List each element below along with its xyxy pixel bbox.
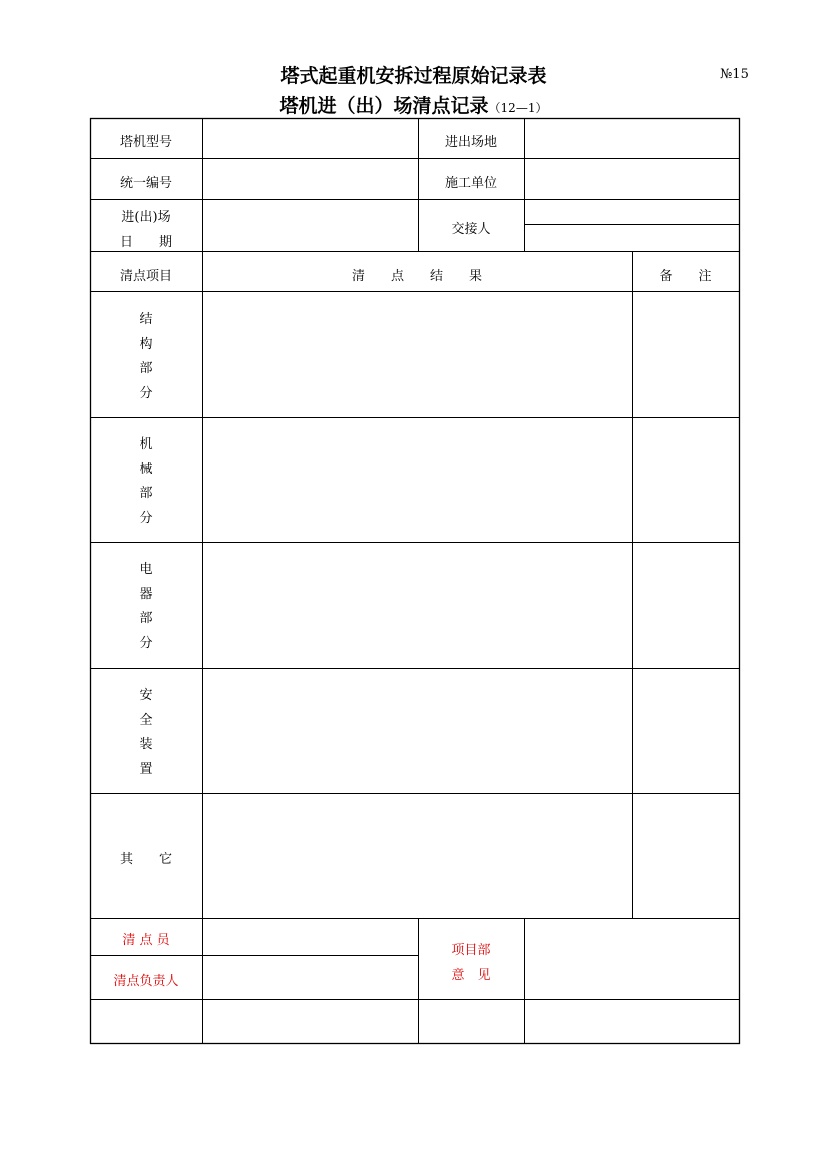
contractor-field[interactable] <box>527 161 737 197</box>
section-structure-char: 部 <box>139 361 153 376</box>
section-mechanical-char: 部 <box>139 486 153 501</box>
date-label-line1: 进(出)场 <box>121 210 171 225</box>
section-structure-result[interactable] <box>205 294 630 415</box>
date-label-line2: 日 期 <box>119 235 172 250</box>
section-mechanical-label <box>90 433 202 531</box>
section-safety-char: 全 <box>139 712 153 728</box>
serial-field[interactable] <box>205 161 416 197</box>
serial-label: 统一编号 <box>119 176 172 191</box>
site-label: 进出场地 <box>444 135 497 150</box>
inventory-clerk-field[interactable] <box>205 921 416 953</box>
section-structure-char: 结 <box>139 312 153 327</box>
form-subtitle-text: 塔机进（出）场清点记录 <box>279 95 489 117</box>
section-safety-result[interactable] <box>205 671 630 791</box>
section-safety-remark[interactable] <box>635 671 737 791</box>
section-electrical-result[interactable] <box>205 545 630 666</box>
handover-field-1[interactable] <box>527 202 737 223</box>
section-structure-char: 构 <box>139 336 153 352</box>
model-label: 塔机型号 <box>119 135 172 150</box>
section-safety-label <box>90 684 202 782</box>
section-mechanical-char: 机 <box>139 437 153 452</box>
section-structure-label <box>90 308 202 406</box>
handover-field-2[interactable] <box>527 227 737 250</box>
section-structure-char: 分 <box>139 385 153 401</box>
section-electrical-char: 器 <box>139 586 153 602</box>
blank-cell[interactable] <box>93 1002 200 1042</box>
section-electrical-remark[interactable] <box>635 545 737 666</box>
site-field[interactable] <box>527 121 737 157</box>
section-other-remark[interactable] <box>635 796 737 916</box>
date-field[interactable] <box>205 202 416 249</box>
project-opinion-label-line2: 意 见 <box>451 968 491 983</box>
column-header-remark: 备 注 <box>659 269 712 284</box>
section-safety-char: 安 <box>139 688 153 703</box>
blank-cell[interactable] <box>205 1002 416 1042</box>
inventory-lead-label: 清点负责人 <box>113 974 179 989</box>
blank-cell[interactable] <box>527 1002 737 1042</box>
section-structure-remark[interactable] <box>635 294 737 415</box>
section-other-result[interactable] <box>205 796 630 916</box>
section-mechanical-remark[interactable] <box>635 420 737 540</box>
model-field[interactable] <box>205 121 416 157</box>
document-number: №15 <box>720 67 749 82</box>
section-electrical-char: 电 <box>139 562 153 577</box>
section-safety-char: 装 <box>139 737 153 752</box>
column-header-item: 清点项目 <box>119 269 172 284</box>
contractor-label: 施工单位 <box>444 176 497 191</box>
column-header-result: 清 点 结 果 <box>351 269 482 284</box>
section-mechanical-char: 分 <box>139 510 153 526</box>
form-subtitle-code: （12—1） <box>488 101 548 115</box>
section-mechanical-result[interactable] <box>205 420 630 540</box>
section-safety-char: 置 <box>139 761 153 777</box>
project-opinion-label-line1: 项目部 <box>451 943 491 958</box>
handover-label: 交接人 <box>451 222 491 237</box>
blank-cell[interactable] <box>421 1002 522 1042</box>
section-electrical-char: 分 <box>139 635 153 651</box>
project-opinion-field[interactable] <box>527 921 737 998</box>
inventory-lead-field[interactable] <box>205 958 416 998</box>
section-electrical-label <box>90 558 202 656</box>
section-other-label: 其 它 <box>119 852 172 867</box>
form-title: 塔式起重机安拆过程原始记录表 <box>280 65 547 87</box>
section-mechanical-char: 械 <box>139 461 153 477</box>
section-electrical-char: 部 <box>139 611 153 626</box>
inventory-clerk-label: 清 点 员 <box>122 933 170 948</box>
